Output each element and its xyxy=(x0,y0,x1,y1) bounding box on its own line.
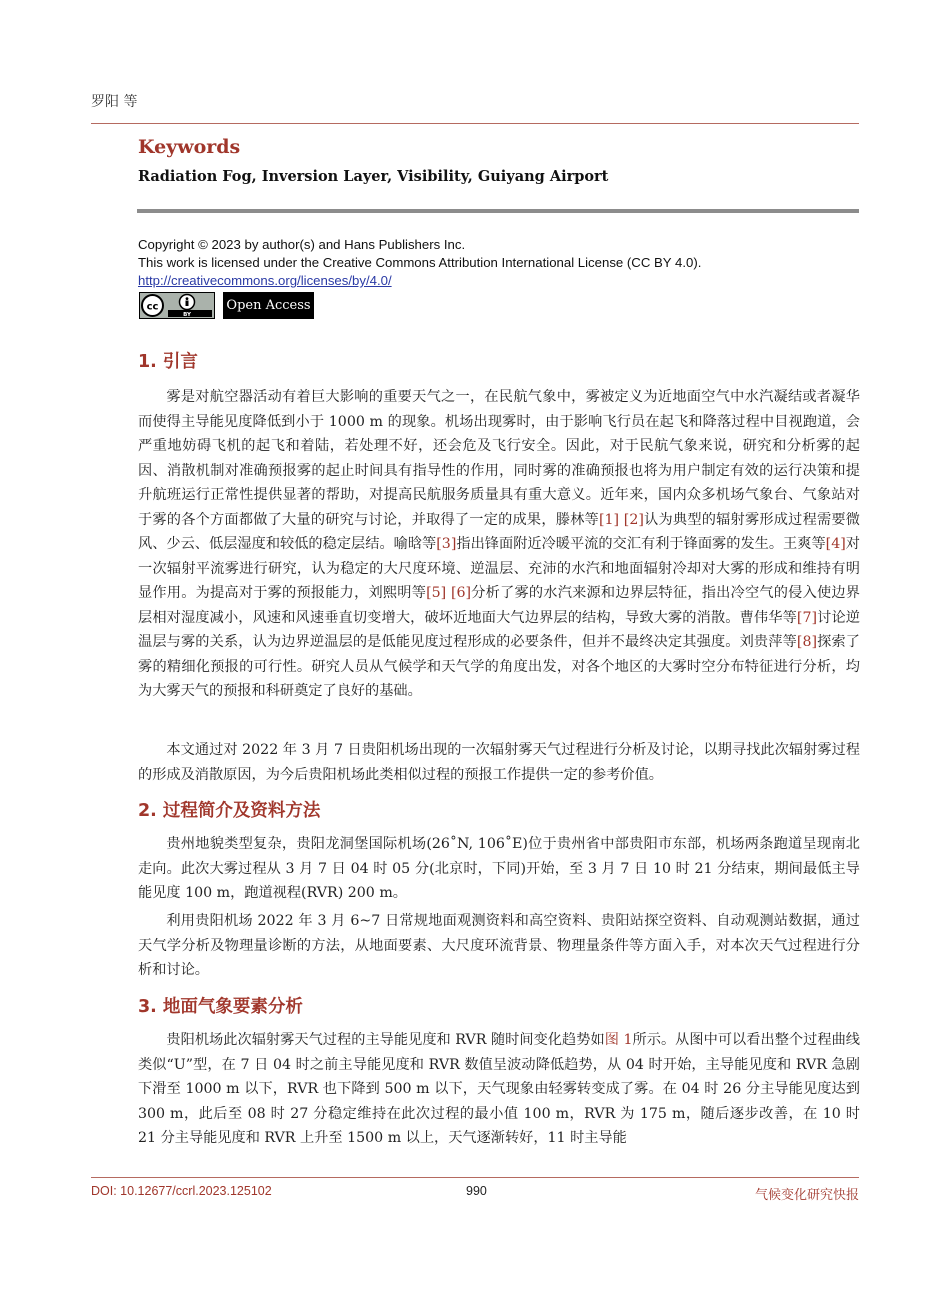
cc-by-label: BY xyxy=(183,312,191,318)
copyright-block xyxy=(138,236,701,290)
paragraph: 本文通过对 2022 年 3 月 7 日贵阳机场出现的一次辐射雾天气过程进行分析及讨论，以期寻找此次辐射雾过程的形成及消散原因，为今后贵阳机场此类相似过程的预报工作提供一定的参考价值。 xyxy=(138,742,860,783)
keywords-list: Radiation Fog, Inversion Layer, Visibility, Guiyang Airport xyxy=(138,168,609,185)
citation-link[interactable]: [5] xyxy=(426,585,447,601)
open-access-badge[interactable]: Open Access xyxy=(223,292,314,319)
section-heading-3: 3. 地面气象要素分析 xyxy=(138,997,303,1017)
keywords-heading: Keywords xyxy=(138,136,241,158)
citation-link[interactable]: [3] xyxy=(436,536,457,552)
paragraph: 贵州地貌类型复杂，贵阳龙洞堡国际机场(26˚N, 106˚E)位于贵州省中部贵阳市东部，机场两条跑道呈现南北走向。此次大雾过程从 3 月 7 日 04 时 05 分(北京时，下同)开始，至 3 月 7 日 10 时 21 分结束，期间最低主导能见度 100 m，跑道视程(RVR) 200 m。 xyxy=(138,836,860,901)
keywords-divider xyxy=(137,209,859,213)
citation-link[interactable]: [7] xyxy=(796,609,818,626)
header-divider xyxy=(91,123,859,124)
paragraph: 利用贵阳机场 2022 年 3 月 6~7 日常规地面观测资料和高空资料、贵阳站探空资料、自动观测站数据，通过天气学分析及物理量诊断的方法，从地面要素、大尺度环流背景、物理量条件等方面入手，对本次天气过程进行分析和讨论。 xyxy=(138,913,860,978)
footer-divider xyxy=(91,1177,859,1178)
license-link[interactable]: http://creativecommons.org/licenses/by/4.0/ xyxy=(138,273,392,288)
citation-link[interactable]: [2] xyxy=(623,511,644,528)
section-heading-2: 2. 过程简介及资料方法 xyxy=(138,801,321,821)
running-header-author: 罗阳 等 xyxy=(91,94,138,110)
svg-text:cc: cc xyxy=(146,301,159,313)
footer-doi[interactable]: DOI: 10.12677/ccrl.2023.125102 xyxy=(91,1184,272,1198)
figure-link[interactable]: 图 1 xyxy=(604,1032,633,1048)
citation-link[interactable]: [6] xyxy=(450,585,472,601)
citation-link[interactable]: [8] xyxy=(796,634,818,650)
license-line: This work is licensed under the Creative Commons Attribution International License (CC BY 4.0). xyxy=(138,255,702,270)
page-number: 990 xyxy=(466,1184,487,1198)
cc-by-icon xyxy=(140,293,214,318)
section-heading-1: 1. 引言 xyxy=(138,352,198,372)
citation-link[interactable]: [4] xyxy=(825,536,846,552)
copyright-line: Copyright © 2023 by author(s) and Hans Publishers Inc. xyxy=(138,237,466,252)
citation-link[interactable]: [1] xyxy=(598,511,620,528)
paragraph: 贵阳机场此次辐射雾天气过程的主导能见度和 RVR 随时间变化趋势如图 1所示。从图中可以看出整个过程曲线类似“U”型，在 7 日 04 时之前主导能见度和 RVR 数值呈波动降低趋势，从 04 时开始，主导能见度和 RVR 急剧下滑至 1000 m 以下，RVR 也下降到 500 m 以下，天气现象由轻雾转变成了雾。在 04 时 26 分主导能见度达到 300 m，此后至 08 时 27 分稳定维持在此次过程的最小值 100 m，RVR 为 175 m，随后逐步改善，在 10 时 21 分主导能见度和 RVR 上升至 1500 m 以上，天气逐渐转好，11 时主导能 xyxy=(138,1032,860,1146)
journal-name: 气候变化研究快报 xyxy=(754,1188,859,1203)
cc-by-badge[interactable] xyxy=(139,292,215,319)
paragraph: 雾是对航空器活动有着巨大影响的重要天气之一，在民航气象中，雾被定义为近地面空气中水汽凝结或者凝华而使得主导能见度降低到小于 1000 m 的现象。机场出现雾时，由于影响飞行员在起飞和降落过程中目视跑道，会严重地妨碍飞机的起飞和着陆，若处理不好，还会危及飞行安全。因此，对于民航气象来说，研究和分析雾的起因、消散机制对准确预报雾的起止时间具有指导性的作用，同时雾的准确预报也将为用户制定有效的运行决策和提升航班运行正常性提供显著的帮助，对提高民航服务质量具有重大意义。近年来，国内众多机场气象台、气象站对于雾的各个方面都做了大量的研究与讨论，并取得了一定的成果，滕林等[1] [2]认为典型的辐射雾形成过程需要微风、少云、低层湿度和较低的稳定层结。喻晗等[3]指出锋面附近冷暖平流的交汇有利于锋面雾的发生。王爽等[4]对一次辐射平流雾进行研究，认为稳定的大尺度环境、逆温层、充沛的水汽和地面辐射冷却对大雾的形成和维持有明显作用。为提高对于雾的预报能力，刘熙明等[5] [6]分析了雾的水汽来源和边界层特征，指出冷空气的侵入使边界层相对湿度减小，风速和风速垂直切变增大，破坏近地面大气边界层的结构，导致大雾的消散。曹伟华等[7]讨论逆温层与雾的关系，认为边界逆温层的是低能见度过程形成的必要条件，但并不最终决定其强度。刘贵萍等[8]探索了雾的精细化预报的可行性。研究人员从气候学和天气学的角度出发，对各个地区的大雾时空分布特征进行分析，均为大雾天气的预报和科研奠定了良好的基础。 xyxy=(138,389,860,699)
